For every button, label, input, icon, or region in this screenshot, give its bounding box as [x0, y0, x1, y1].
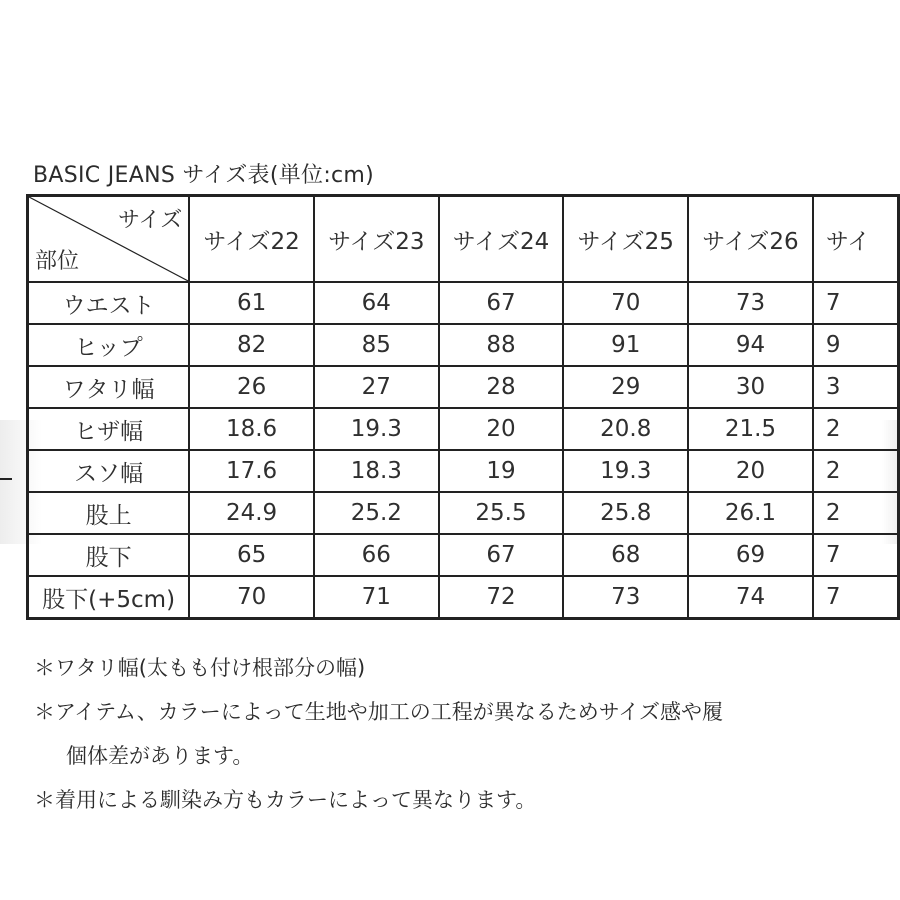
table-row	[28, 282, 899, 324]
table-cell: 19	[439, 450, 564, 492]
table-row	[28, 492, 899, 534]
table-cell: 19.3	[314, 408, 439, 450]
column-header: サイ	[813, 196, 899, 283]
size-table-container	[26, 194, 900, 620]
row-label: ワタリ幅	[28, 366, 190, 408]
table-cell: 64	[314, 282, 439, 324]
table-cell: 20.8	[563, 408, 688, 450]
table-cell: 85	[314, 324, 439, 366]
table-cell: 3	[813, 366, 899, 408]
table-cell: 82	[189, 324, 314, 366]
table-cell: 25.8	[563, 492, 688, 534]
column-header: サイズ25	[563, 196, 688, 283]
table-cell: 28	[439, 366, 564, 408]
corner-label-part: 部位	[35, 249, 80, 274]
note-line: ＊着用による馴染み方もカラーによって異なります。	[34, 788, 537, 812]
table-cell: 74	[688, 576, 813, 619]
note-line: 個体差があります。	[66, 744, 254, 768]
table-cell: 73	[563, 576, 688, 619]
table-cell: 21.5	[688, 408, 813, 450]
table-cell: 24.9	[189, 492, 314, 534]
table-cell: 25.5	[439, 492, 564, 534]
table-cell: 18.3	[314, 450, 439, 492]
row-label: スソ幅	[28, 450, 190, 492]
table-cell: 17.6	[189, 450, 314, 492]
table-cell: 2	[813, 408, 899, 450]
table-cell: 94	[688, 324, 813, 366]
corner-label-size: サイズ	[117, 208, 183, 233]
table-row	[28, 576, 899, 619]
table-cell: 66	[314, 534, 439, 576]
table-cell: 9	[813, 324, 899, 366]
size-table	[26, 194, 900, 620]
table-cell: 30	[688, 366, 813, 408]
table-cell: 72	[439, 576, 564, 619]
table-cell: 65	[189, 534, 314, 576]
column-header: サイズ23	[314, 196, 439, 283]
row-label: 股下	[28, 534, 190, 576]
table-cell: 26.1	[688, 492, 813, 534]
table-cell: 18.6	[189, 408, 314, 450]
column-header: サイズ26	[688, 196, 813, 283]
table-cell: 70	[563, 282, 688, 324]
table-cell: 61	[189, 282, 314, 324]
column-header: サイズ22	[189, 196, 314, 283]
table-cell: 69	[688, 534, 813, 576]
table-row	[28, 408, 899, 450]
table-cell: 7	[813, 534, 899, 576]
left-edge-mark	[0, 478, 12, 480]
table-cell: 71	[314, 576, 439, 619]
table-cell: 70	[189, 576, 314, 619]
corner-cell	[28, 196, 190, 283]
table-cell: 7	[813, 576, 899, 619]
table-cell: 67	[439, 282, 564, 324]
table-cell: 25.2	[314, 492, 439, 534]
table-cell: 29	[563, 366, 688, 408]
row-label: ウエスト	[28, 282, 190, 324]
table-cell: 7	[813, 282, 899, 324]
table-cell: 88	[439, 324, 564, 366]
table-cell: 26	[189, 366, 314, 408]
table-row	[28, 324, 899, 366]
table-row	[28, 534, 899, 576]
row-label: ヒザ幅	[28, 408, 190, 450]
table-cell: 20	[688, 450, 813, 492]
note-line: ＊ワタリ幅(太もも付け根部分の幅)	[34, 656, 366, 680]
table-cell: 20	[439, 408, 564, 450]
table-row	[28, 366, 899, 408]
page-title: BASIC JEANS サイズ表(単位:cm)	[33, 163, 375, 188]
row-label: ヒップ	[28, 324, 190, 366]
table-row	[28, 450, 899, 492]
table-cell: 2	[813, 450, 899, 492]
row-label: 股上	[28, 492, 190, 534]
table-body	[28, 282, 899, 619]
header-row	[28, 196, 899, 283]
table-cell: 73	[688, 282, 813, 324]
table-cell: 19.3	[563, 450, 688, 492]
row-label: 股下(+5cm)	[28, 576, 190, 619]
note-line: ＊アイテム、カラーによって生地や加工の工程が異なるためサイズ感や履	[34, 700, 724, 724]
column-header: サイズ24	[439, 196, 564, 283]
table-cell: 27	[314, 366, 439, 408]
table-cell: 91	[563, 324, 688, 366]
notes	[34, 646, 723, 822]
table-cell: 68	[563, 534, 688, 576]
table-cell: 2	[813, 492, 899, 534]
table-cell: 67	[439, 534, 564, 576]
